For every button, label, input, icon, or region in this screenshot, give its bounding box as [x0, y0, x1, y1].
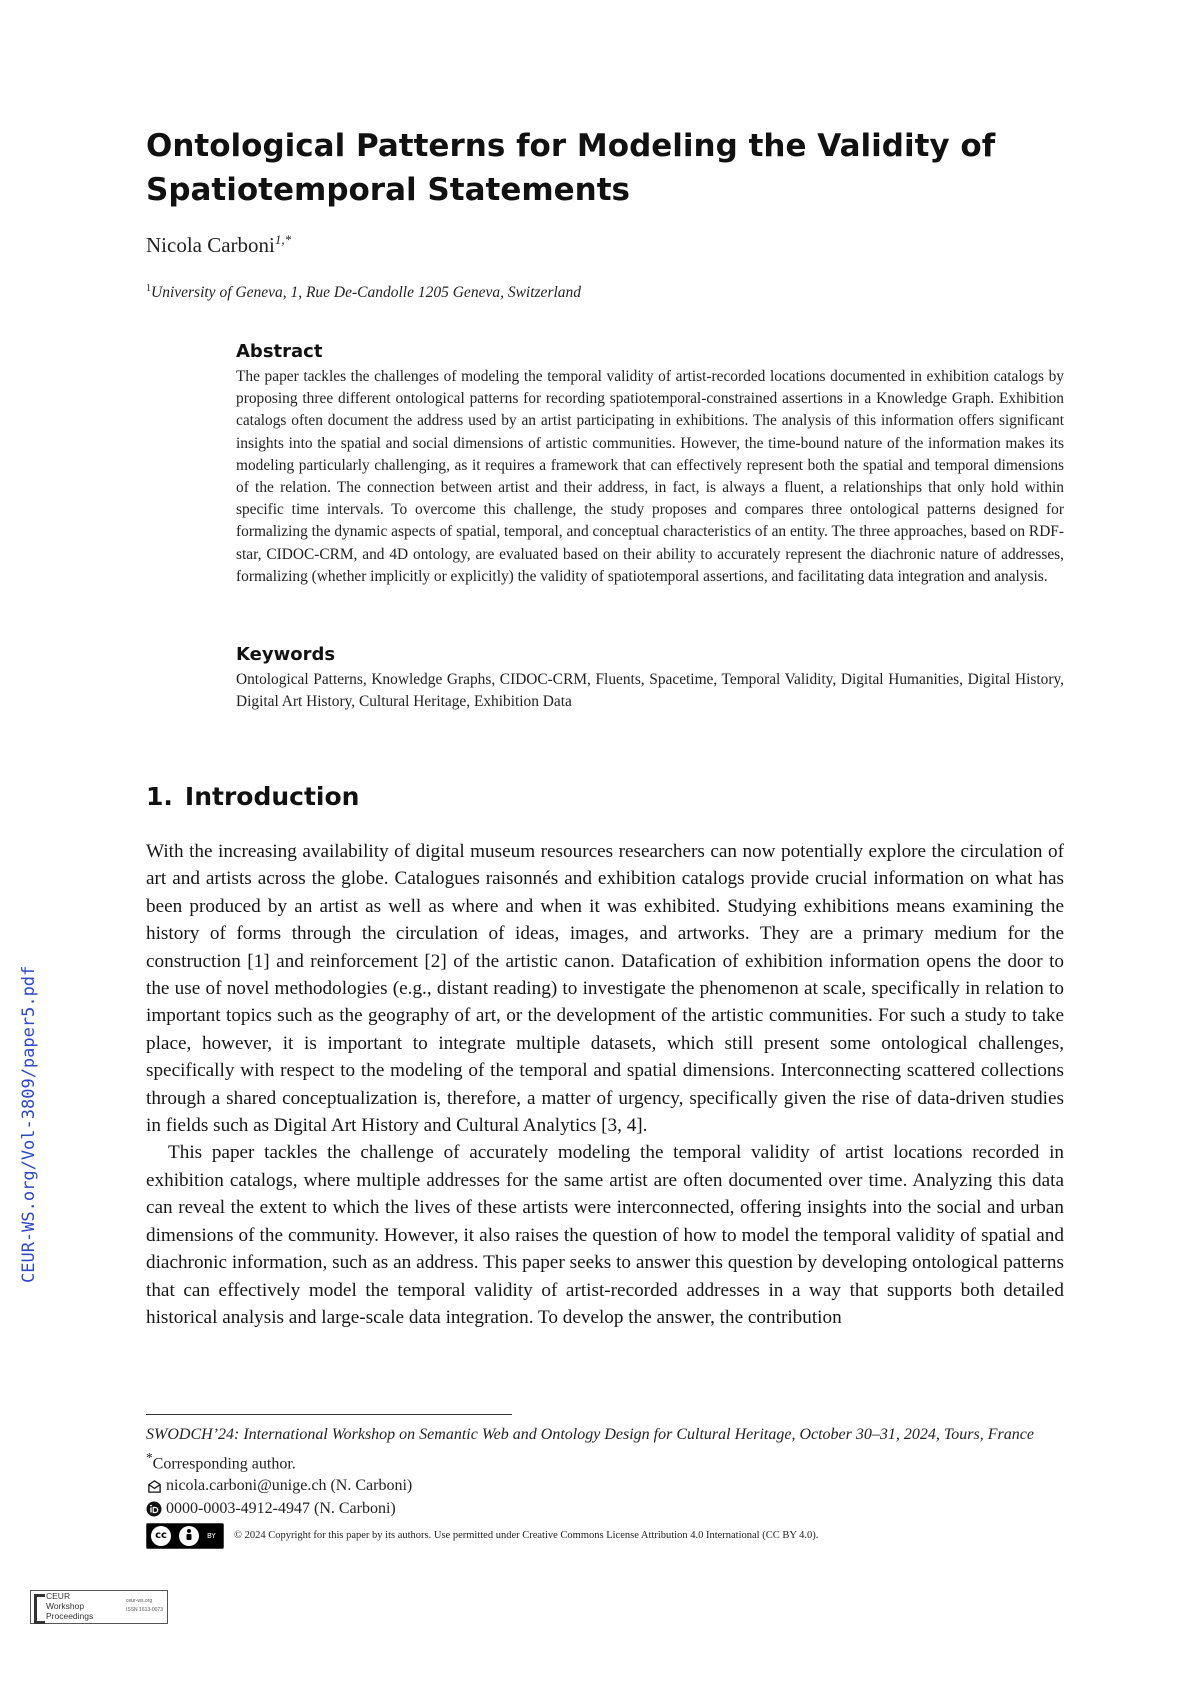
footnote-corresponding [146, 1447, 1064, 1476]
paper-title: Ontological Patterns for Modeling the Validity of Spatiotemporal Statements [146, 128, 996, 208]
by-label: BY [207, 1532, 216, 1541]
author-marks: 1,* [274, 232, 292, 247]
ceur-site: ceur-ws.org [126, 1598, 153, 1604]
ceur-line-2: Workshop [46, 1601, 85, 1611]
abstract-block [236, 341, 1064, 588]
affiliation-text: University of Geneva, 1, Rue De-Candolle 1205 Geneva, Switzerland [151, 284, 582, 302]
envelope-icon [146, 1479, 162, 1495]
ceur-line-1: CEUR [46, 1591, 71, 1601]
section-heading [146, 782, 359, 811]
author-given-name: Nicola [146, 233, 202, 257]
orcid-id[interactable]: 0000-0003-4912-4947 (N. Carboni) [166, 1499, 396, 1517]
footnote-venue: SWODCH’24: International Workshop on Semantic Web and Ontology Design for Cultural Heritage, October 30–31, 2024, Tours, France [146, 1426, 1034, 1443]
author-email[interactable]: nicola.carboni@unige.ch (N. Carboni) [166, 1477, 413, 1495]
cc-icon: cc [151, 1526, 171, 1546]
keywords-heading: Keywords [236, 644, 336, 665]
section-number: 1. [146, 782, 173, 811]
ceur-bracket-icon [34, 1594, 45, 1624]
license-row [146, 1523, 1064, 1549]
keywords-block [236, 644, 1064, 713]
side-url[interactable]: CEUR-WS.org/Vol-3809/paper5.pdf [19, 965, 39, 1283]
abstract-heading: Abstract [236, 341, 323, 362]
corresponding-text: Corresponding author. [152, 1454, 296, 1472]
license-text: © 2024 Copyright for this paper by its authors. Use permitted under Creative Commons License Attribution 4.0 International (CC BY 4.0). [234, 1530, 819, 1542]
keywords-text: Ontological Patterns, Knowledge Graphs, CIDOC-CRM, Fluents, Spacetime, Temporal Validity, Digital Humanities, Digital History, Digital Art History, Cultural Heritage, Exhibition Data [236, 671, 1064, 711]
paragraph: With the increasing availability of digital museum resources researchers can now potentially explore the circulation of art and artists across the globe. Catalogues raisonnés and exhibition catalogs provide crucial information on what has been produced by an artist as well as where and when it was exhibited. Studying exhibitions means examining the history of forms through the circulation of ideas, images, and artworks. They are a primary medium for the construction [1] and reinforcement [2] of the artistic canon. Datafication of exhibition information opens the door to the use of novel methodologies (e.g., distant reading) to investigate the phenomenon at scale, specifically in relation to important topics such as the geography of art, or the development of the artistic communities. For such a study to take place, however, it is important to integrate multiple datasets, which still present some ontological challenges, specifically with respect to the modeling of the temporal and spatial dimensions. Interconnecting scattered collections through a shared conceptualization is, therefore, a matter of urgency, specifically given the rise of data-driven studies in fields such as Digital Art History and Cultural Analytics [3, 4]. [146, 841, 1064, 1137]
by-person-icon [179, 1526, 199, 1546]
abstract-text: The paper tackles the challenges of modeling the temporal validity of artist-recorded locations documented in exhibition catalogs by proposing three different ontological patterns for recording spatiotemporal-constrained assertions in a Knowledge Graph. Exhibition catalogs often document the address used by an artist participating in exhibitions. The analysis of this information offers significant insights into the spatial and social dimensions of artistic communities. However, the time-bound nature of the information makes its modeling particularly challenging, as it requires a framework that can effectively represent both the spatial and temporal dimensions of the relation. The connection between artist and their address, in fact, is always a fluent, a relationships that only hold within specific time intervals. To overcome this challenge, the study proposes and compares three ontological patterns designed for formalizing the dynamic aspects of spatial, temporal, and conceptual characteristics of an entity. The three approaches, based on RDF-star, CIDOC-CRM, and 4D ontology, are evaluated based on their ability to accurately represent the diachronic nature of addresses, formalizing (whether implicitly or explicitly) the validity of spatiotemporal assertions, and facilitating data integration and analysis. [236, 368, 1064, 585]
cc-by-badge[interactable] [146, 1523, 224, 1549]
footnote-email-row [146, 1475, 1064, 1498]
section-body [146, 838, 1064, 1331]
footnotes [146, 1424, 1064, 1549]
author-family-name: Carboni [207, 233, 275, 257]
orcid-icon [146, 1501, 162, 1517]
affiliation-mark: 1 [146, 283, 151, 294]
ceur-line-3: Proceedings [46, 1611, 94, 1621]
footnote-rule [146, 1414, 512, 1415]
section-title: Introduction [184, 782, 360, 811]
author [146, 232, 291, 258]
paragraph: This paper tackles the challenge of accurately modeling the temporal validity of artist locations recorded in exhibition catalogs, where multiple addresses for the same artist are often documented over time. Analyzing this data can reveal the extent to which the lives of these artists were interconnected, offering insights into the social and urban dimensions of the community. However, it also raises the question of how to model the temporal validity of spatial and diachronic information, such as an address. This paper seeks to answer this question by developing ontological patterns that can effectively model the temporal validity of artist-recorded addresses in a way that supports both detailed historical analysis and large-scale data integration. To develop the answer, the contribution [146, 1142, 1064, 1328]
ceur-workshop-logo [30, 1590, 170, 1626]
affiliation [146, 283, 581, 302]
footnote-orcid-row [146, 1498, 1064, 1521]
corresponding-mark: * [146, 1449, 153, 1465]
ceur-issn: ISSN 1613-0073 [126, 1607, 163, 1613]
